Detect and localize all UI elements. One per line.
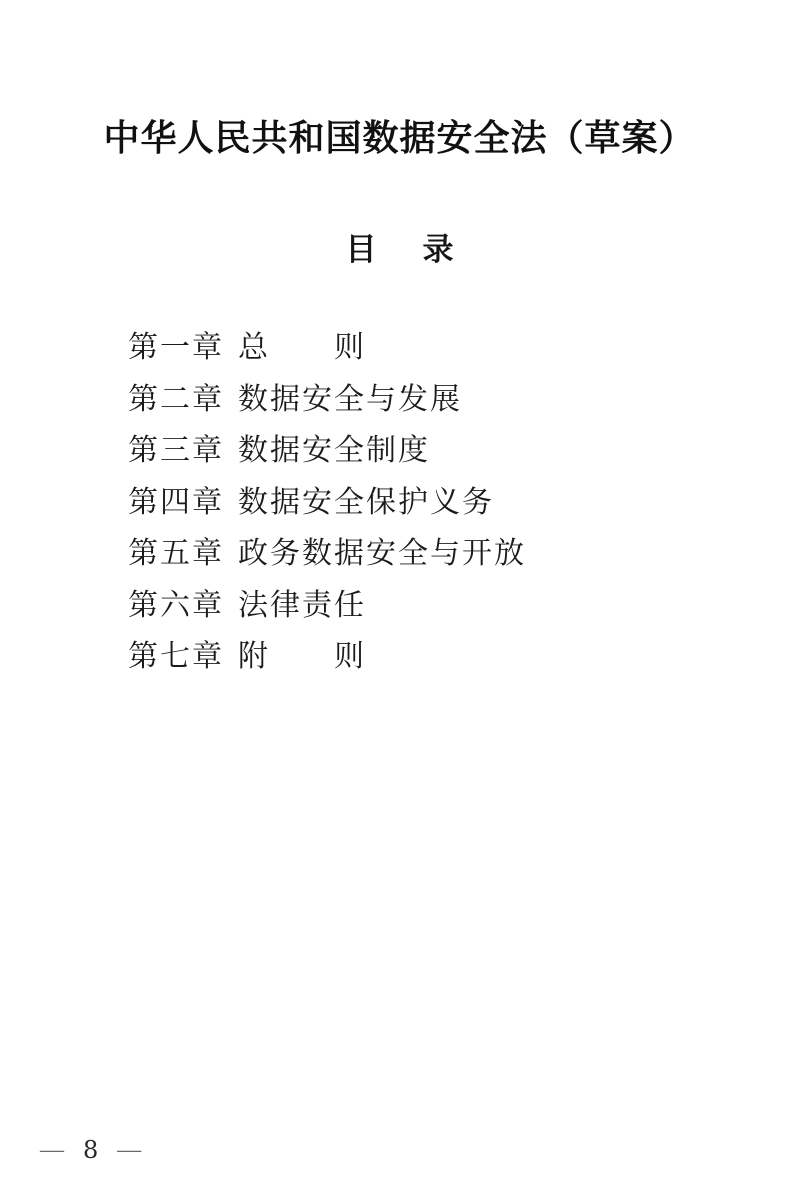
toc-chapter-title: 附 则 xyxy=(238,640,366,673)
page-number: 8 xyxy=(83,1136,99,1164)
toc-chapter-label: 第六章 xyxy=(128,588,224,622)
footer-left-dash: — xyxy=(40,1137,64,1163)
document-title: 中华人民共和国数据安全法（草案） xyxy=(103,118,696,158)
toc-list xyxy=(128,322,688,683)
toc-chapter-title: 总 则 xyxy=(238,331,366,364)
toc-chapter-title: 政务数据安全与开放 xyxy=(238,537,526,570)
toc-heading-char-second: 录 xyxy=(422,232,454,267)
toc-entry-chapter-3 xyxy=(128,425,688,477)
toc-chapter-title: 数据安全与发展 xyxy=(238,382,462,416)
toc-heading-char-first: 目 xyxy=(345,232,377,267)
toc-chapter-title: 数据安全保护义务 xyxy=(238,485,494,519)
toc-chapter-label: 第三章 xyxy=(128,434,224,467)
toc-chapter-label: 第七章 xyxy=(128,640,224,673)
toc-chapter-title: 法律责任 xyxy=(238,588,366,622)
toc-entry-chapter-2 xyxy=(128,374,688,426)
toc-heading xyxy=(0,224,799,269)
toc-chapter-label: 第四章 xyxy=(128,485,224,519)
toc-chapter-label: 第一章 xyxy=(128,331,224,364)
toc-chapter-title: 数据安全制度 xyxy=(238,434,430,467)
toc-entry-chapter-7 xyxy=(128,631,688,683)
toc-entry-chapter-4 xyxy=(128,477,688,529)
page-footer xyxy=(40,1136,141,1164)
toc-entry-chapter-1 xyxy=(128,322,688,374)
toc-chapter-label: 第五章 xyxy=(128,537,224,570)
toc-chapter-label: 第二章 xyxy=(128,382,224,416)
footer-right-dash: — xyxy=(117,1137,142,1163)
toc-entry-chapter-5 xyxy=(128,528,688,580)
toc-entry-chapter-6 xyxy=(128,580,688,632)
